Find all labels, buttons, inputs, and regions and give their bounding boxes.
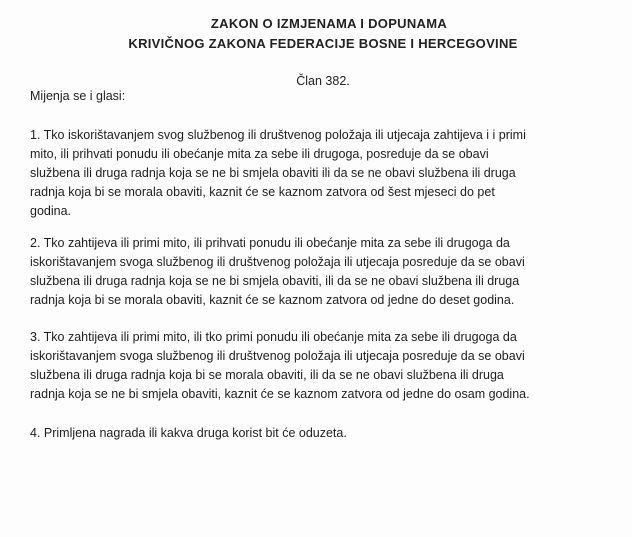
paragraph-line: mito, ili prihvati ponudu ili obećanje mita za sebe ili drugoga, posreduje da se obavi bbox=[30, 147, 489, 161]
paragraph-line: 3. Tko zahtijeva ili primi mito, ili tko primi ponudu ili obećanje mita za sebe ili drugoga da bbox=[30, 330, 517, 344]
paragraph-line: radnja koja se ne bi smjela obaviti, kaznit će se kaznom zatvora od jedne do osam godina. bbox=[30, 387, 530, 401]
paragraph-line: službena ili druga radnja koja se ne bi smjela obaviti ili da se ne obavi službena ili druga bbox=[30, 166, 516, 180]
paragraph-line: iskorištavanjem svoga službenog ili društvenog položaja ili utjecaja posreduje da se obavi bbox=[30, 255, 525, 269]
paragraph-line: službena ili druga radnja koja se ne bi smjela obaviti, ili da se ne obavi službena ili druga bbox=[30, 274, 520, 288]
title-line-1: ZAKON O IZMJENAMA I DOPUNAMA bbox=[210, 16, 448, 31]
paragraph-line: iskorištavanjem svoga službenog ili društvenog položaja ili utjecaja posreduje da se obavi bbox=[30, 349, 525, 363]
intro-text: Mijenja se i glasi: bbox=[30, 89, 126, 103]
paragraph-line: godina. bbox=[30, 204, 72, 218]
document-title bbox=[0, 14, 632, 54]
paragraph-3 bbox=[30, 328, 530, 404]
title-line-2: KRIVIČNOG ZAKONA FEDERACIJE BOSNE I HERCEGOVINE bbox=[128, 36, 518, 51]
paragraph-2 bbox=[30, 234, 530, 310]
article-heading: Član 382. bbox=[296, 74, 350, 88]
paragraph-line: 4. Primljena nagrada ili kakva druga korist bit će oduzeta. bbox=[30, 426, 347, 440]
paragraph-1 bbox=[30, 126, 530, 221]
paragraph-4 bbox=[30, 424, 530, 443]
paragraph-line: radnja koja bi se morala obaviti, kaznit će se kaznom zatvora od šest mjeseci do pet bbox=[30, 185, 495, 199]
paragraph-line: 2. Tko zahtijeva ili primi mito, ili prihvati ponudu ili obećanje mita za sebe ili drugoga da bbox=[30, 236, 510, 250]
paragraph-line: radnja koja bi se morala obaviti, kaznit će se kaznom zatvora od jedne do deset godina. bbox=[30, 293, 515, 307]
paragraph-line: 1. Tko iskorištavanjem svog službenog ili društvenog položaja ili utjecaja zahtijeva i i primi bbox=[30, 128, 526, 142]
paragraph-line: službena ili druga radnja koja bi se morala obaviti, ili da se ne obavi službena ili druga bbox=[30, 368, 504, 382]
